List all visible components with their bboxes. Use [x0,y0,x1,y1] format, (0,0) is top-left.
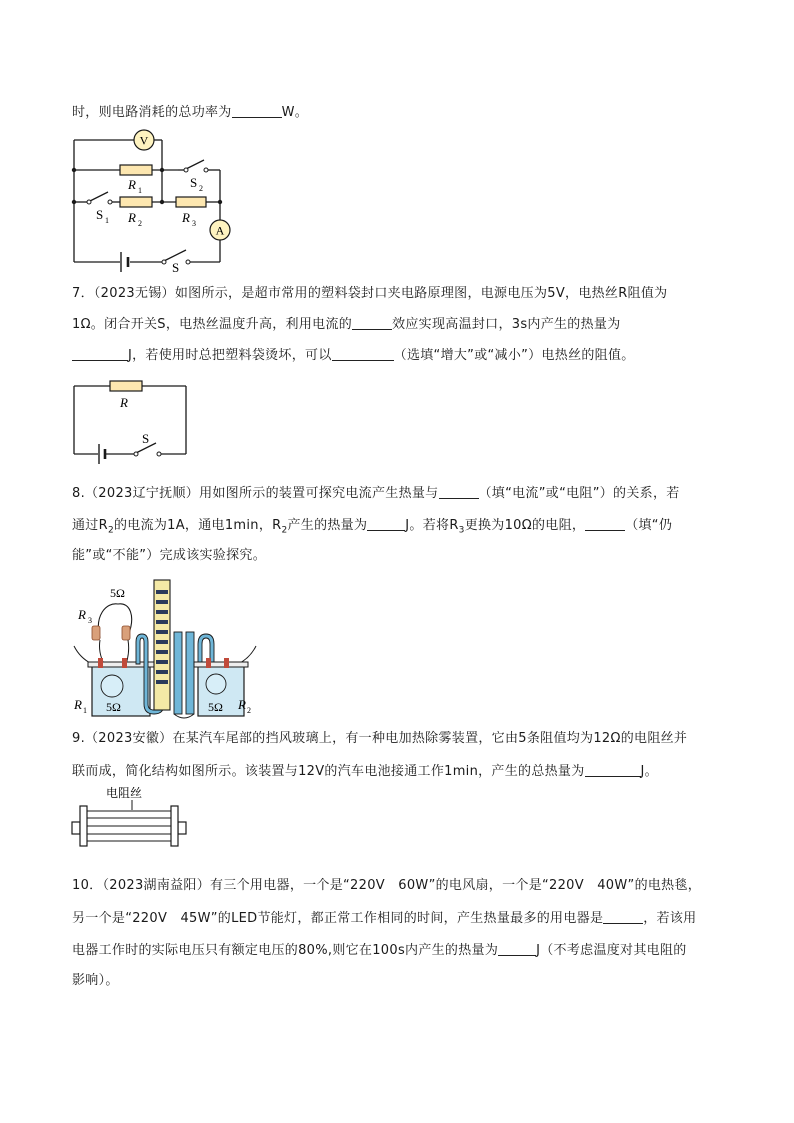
q8-text-2f: （填“仍 [625,518,673,533]
label-s2-sub: 2 [199,184,203,193]
q7-line-1: 7．（2023无锡）如图所示，是超市常用的塑料袋封口夹电路原理图，电源电压为5V，电热丝R阻值为 [72,286,668,301]
q7-text-2b: 效应实现高温封口，3s内产生的热量为 [392,317,621,332]
q8-sub-1: 2 [107,525,114,536]
q7-circuit-diagram [70,378,190,468]
q8-text-2b: 的电流为1A，通电1min，R [113,518,282,533]
label-r3-sub: 3 [192,219,196,228]
label-r1-sub: 1 [83,706,87,715]
q9-line-1: 9.（2023安徽）在某汽车尾部的挡风玻璃上，有一种电加热除雾装置，它由5条阻值均为12Ω的电阻丝并 [72,731,688,746]
q10-line-3 [72,941,687,960]
q8-text-2c: 产生的热量为 [287,518,368,533]
q10-line-2 [72,909,696,928]
label-r3-sub: 3 [88,616,92,625]
r2-value-label: 5Ω [208,700,223,714]
label-r: R [120,395,128,410]
q8-sub-3: 3 [458,525,465,536]
q8-answer-blank-3[interactable] [585,516,625,531]
q8-sub-2: 2 [281,525,288,536]
label-r3: R [182,210,190,225]
label-s: S [142,431,150,446]
q7-answer-blank-1[interactable] [352,315,392,330]
q8-text-2a: 通过R [72,518,108,533]
resistance-wire-label: 电阻丝 [106,786,143,800]
label-r1: R [128,177,136,192]
q9-line-2 [72,762,658,781]
q8-line-2 [72,516,672,540]
q10-text-2b: ，若该用 [643,911,697,926]
q10-text-3a: 电器工作时的实际电压只有额定电压的80%,则它在100s内产生的热量为 [72,943,499,958]
label-r1: R [74,697,82,712]
ammeter-label: A [215,223,225,238]
q9-answer-blank[interactable] [585,762,641,777]
q8-apparatus-diagram [70,576,260,721]
q7-answer-blank-2[interactable] [72,346,128,361]
q7-text-2a: 1Ω。闭合开关S，电热丝温度升高，利用电流的 [72,317,353,332]
q10-text-3b: J（不考虑温度对其电阻的 [536,943,687,958]
label-r2-sub: 2 [247,706,251,715]
label-s1: S [96,207,104,222]
label-s: S [172,260,180,275]
r1-value-label: 5Ω [106,700,121,714]
q8-text-1b: （填“电流”或“电阻”）的关系，若 [478,486,680,501]
q9-text-2a: 联而成，简化结构如图所示。该装置与12V的汽车电池接通工作1min，产生的总热量为 [72,764,585,779]
q7-answer-blank-3[interactable] [332,346,394,361]
label-s1-sub: 1 [105,216,109,225]
q8-answer-blank-2[interactable] [367,516,405,531]
label-s2: S [190,175,198,190]
q10-line-1: 10．（2023湖南益阳）有三个用电器，一个是“220V 60W”的电风扇，一个是“220V 40W”的电热毯， [72,878,702,893]
voltmeter-label: V [139,133,149,148]
label-r2: R [128,210,136,225]
label-r2-sub: 2 [138,219,142,228]
q7-text-3b: J，若使用时总把塑料袋烫坏，可以 [128,348,332,363]
q10-text-2a: 另一个是“220V 45W”的LED节能灯，都正常工作相同的时间，产生热量最多的用电器是 [72,911,604,926]
q7-line-3 [72,346,635,365]
label-r1-sub: 1 [138,186,142,195]
q7-text-3c: （选填“增大”或“减小”）电热丝的阻值。 [393,348,635,363]
q9-text-2b: J。 [640,764,658,779]
q6-text-line [72,103,308,122]
q6-unit: W。 [281,105,309,120]
q6-text: 时，则电路消耗的总功率为 [72,105,232,120]
q8-text-1a: 8.（2023辽宁抚顺）用如图所示的装置可探究电流产生热量与 [72,486,439,501]
q8-answer-blank-1[interactable] [439,484,479,499]
label-r2: R [238,697,246,712]
q7-line-2 [72,315,621,334]
q10-answer-blank-2[interactable] [498,941,536,956]
q10-line-4: 影响）。 [72,973,119,988]
r3-value-label: 5Ω [110,586,125,600]
q6-circuit-diagram [68,126,248,276]
q8-line-3: 能”或“不能”）完成该实验探究。 [72,548,267,563]
q8-text-2d: J。若将R [405,518,459,533]
q9-heater-diagram [70,784,200,850]
q8-text-2e: 更换为10Ω的电阻， [464,518,586,533]
label-r3: R [78,607,86,622]
q8-line-1 [72,484,680,503]
q10-answer-blank-1[interactable] [603,909,643,924]
q6-answer-blank[interactable] [232,103,282,118]
